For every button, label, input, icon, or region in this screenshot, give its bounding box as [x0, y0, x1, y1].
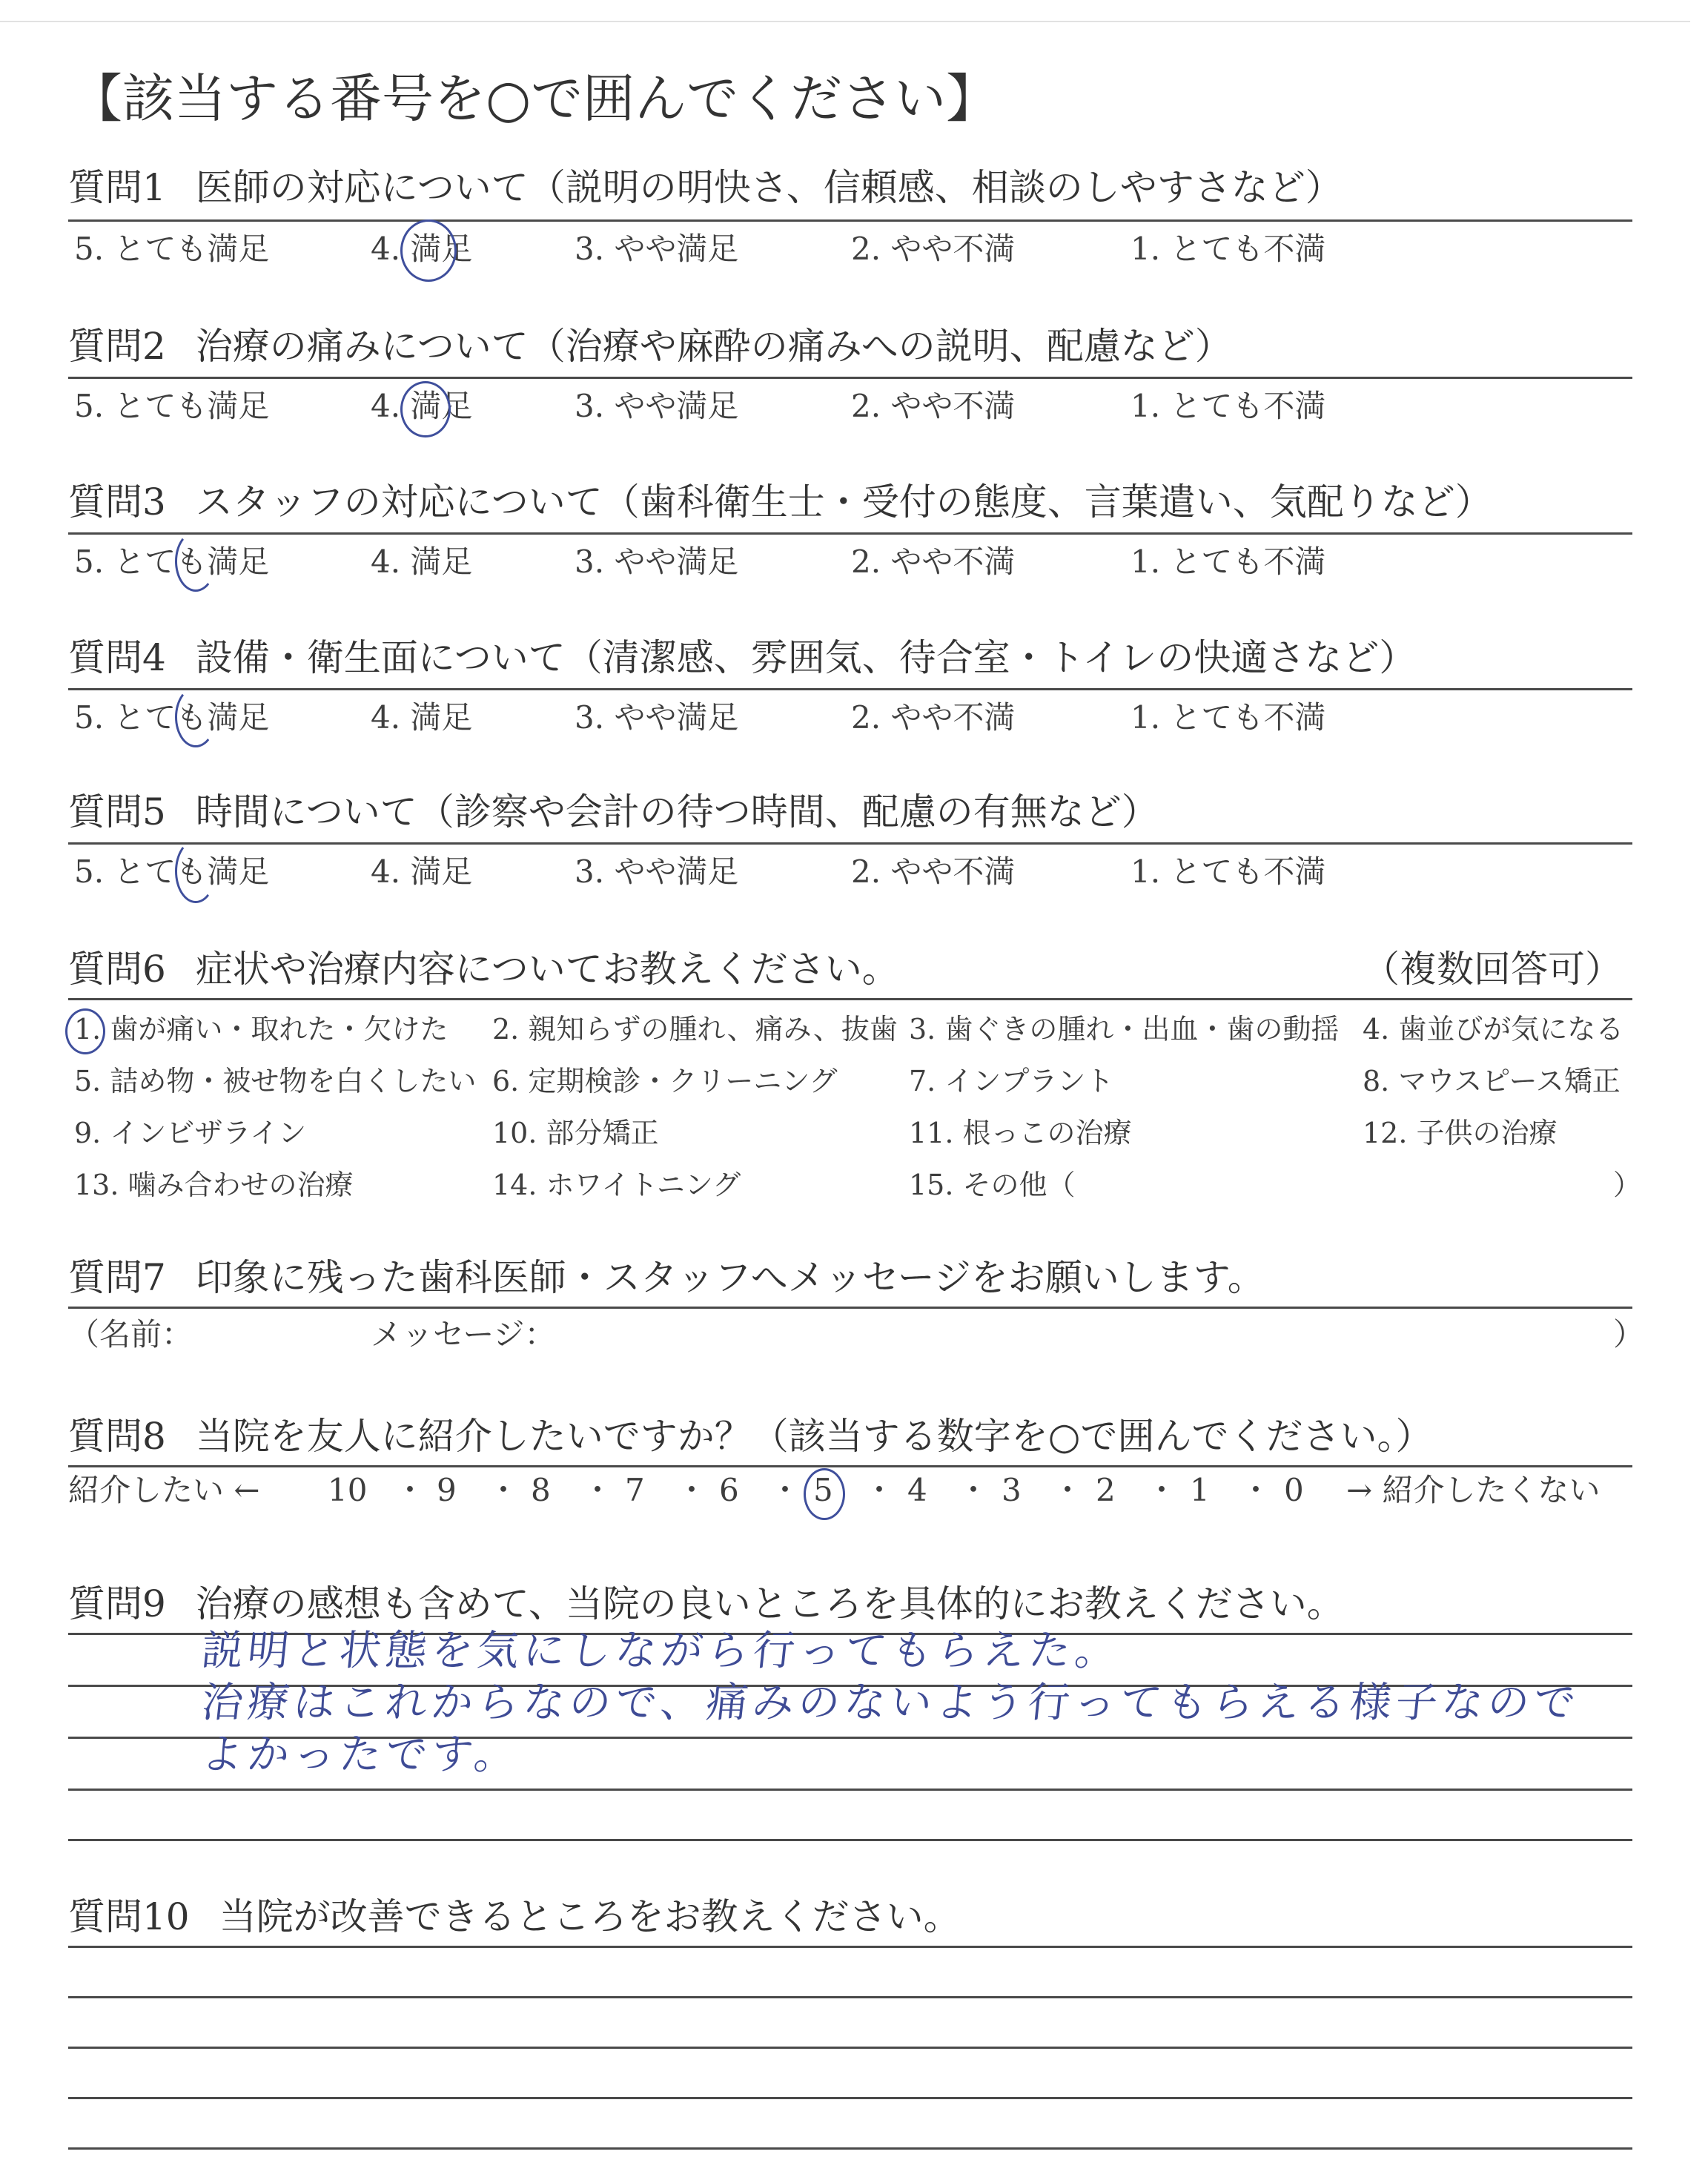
q9-handwritten-line-1: 説明と状態を気にしながら行ってもらえた。 [199, 1627, 1124, 1675]
question-4-title [68, 635, 1416, 681]
question-6-title [68, 946, 899, 992]
question-text: 当院を友人に紹介したいですか？（該当する数字を○で囲んでください。） [195, 1415, 1433, 1458]
question-text: 症状や治療内容についてお教えください。 [195, 948, 899, 991]
q1-answer-circle [400, 219, 457, 282]
q5-option-4[interactable]: 4. 満足 [371, 853, 473, 890]
instruction: 【該当する番号を○で囲んでください】 [70, 68, 999, 129]
q6-option-3[interactable]: 3. 歯ぐきの腫れ・出血・歯の動揺 [909, 1013, 1340, 1046]
q8-scale-5[interactable]: 5 [813, 1472, 833, 1508]
q3-answer-mark [175, 531, 216, 592]
question-6-rule [68, 998, 1632, 1000]
question-1-rule [68, 219, 1632, 222]
question-number: 質問7 [68, 1256, 166, 1299]
question-4-rule [68, 688, 1632, 690]
question-9-title [68, 1581, 1344, 1627]
q8-scale-sep: ・ [488, 1472, 520, 1508]
q8-scale-sep: ・ [1240, 1472, 1272, 1508]
q2-option-3[interactable]: 3. やや満足 [575, 388, 739, 424]
question-8-title [68, 1413, 1432, 1459]
q3-option-1[interactable]: 1. とても不満 [1131, 544, 1326, 580]
q10-line-4 [68, 2097, 1632, 2099]
q4-option-4[interactable]: 4. 満足 [371, 699, 473, 736]
q9-line-5 [68, 1839, 1632, 1841]
top-border [0, 21, 1690, 22]
q6-option-5[interactable]: 5. 詰め物・被せ物を白くしたい [74, 1065, 477, 1097]
q1-option-1[interactable]: 1. とても不満 [1131, 231, 1326, 267]
question-number: 質問9 [68, 1582, 166, 1625]
q5-option-3[interactable]: 3. やや満足 [575, 853, 739, 890]
question-text: 印象に残った歯科医師・スタッフへメッセージをお願いします。 [195, 1256, 1265, 1299]
question-text: 治療の痛みについて（治療や麻酔の痛みへの説明、配慮など） [195, 325, 1232, 368]
q3-option-2[interactable]: 2. やや不満 [851, 544, 1016, 580]
q8-scale-1[interactable]: 1 [1190, 1472, 1210, 1508]
q6-option-8[interactable]: 8. マウスピース矯正 [1363, 1065, 1621, 1097]
q1-option-4[interactable]: 4. 満足 [371, 231, 473, 267]
question-number: 質問8 [68, 1415, 166, 1458]
q8-left-label: 紹介したい ← [68, 1472, 260, 1508]
question-7-rule [68, 1307, 1632, 1309]
q10-line-1 [68, 1946, 1632, 1948]
q8-scale-row [68, 1471, 1632, 1513]
q1-option-5[interactable]: 5. とても満足 [74, 231, 270, 267]
q8-scale-7[interactable]: 7 [625, 1472, 645, 1508]
q6-option-2[interactable]: 2. 親知らずの腫れ、痛み、抜歯 [492, 1013, 898, 1046]
question-5-title [68, 789, 1159, 835]
question-text: 医師の対応について（説明の明快さ、信頼感、相談のしやすさなど） [195, 166, 1343, 209]
q10-line-2 [68, 1996, 1632, 1998]
q8-answer-circle [804, 1468, 845, 1520]
q8-scale-4[interactable]: 4 [907, 1472, 927, 1508]
q10-line-3 [68, 2047, 1632, 2049]
question-number: 質問1 [68, 166, 166, 209]
q8-scale-6[interactable]: 6 [719, 1472, 739, 1508]
question-text: 設備・衛生面について（清潔感、雰囲気、待合室・トイレの快適さなど） [195, 636, 1417, 679]
q4-option-5[interactable]: 5. とても満足 [74, 699, 270, 736]
q6-option-7[interactable]: 7. インプラント [909, 1065, 1114, 1097]
q4-option-3[interactable]: 3. やや満足 [575, 699, 739, 736]
q8-scale-sep: ・ [394, 1472, 426, 1508]
q1-option-3[interactable]: 3. やや満足 [575, 231, 739, 267]
q6-option-14[interactable]: 14. ホワイトニング [492, 1169, 741, 1201]
question-text: 時間について（診察や会計の待つ時間、配慮の有無など） [195, 790, 1159, 833]
q8-scale-2[interactable]: 2 [1096, 1472, 1116, 1508]
q6-other-close: ） [1613, 1169, 1642, 1201]
question-8-rule [68, 1465, 1632, 1467]
q3-option-5[interactable]: 5. とても満足 [74, 544, 270, 580]
q8-right-label: → 紹介したくない [1346, 1472, 1601, 1508]
question-3-title [68, 479, 1492, 525]
q4-option-2[interactable]: 2. やや不満 [851, 699, 1016, 736]
q5-option-1[interactable]: 1. とても不満 [1131, 853, 1326, 890]
q2-option-1[interactable]: 1. とても不満 [1131, 388, 1326, 424]
q5-option-5[interactable]: 5. とても満足 [74, 853, 270, 890]
question-text: スタッフの対応について（歯科衛生士・受付の態度、言葉遣い、気配りなど） [195, 480, 1492, 524]
q3-option-4[interactable]: 4. 満足 [371, 544, 473, 580]
question-6-note: （複数回答可） [1363, 948, 1622, 991]
q8-scale-3[interactable]: 3 [1002, 1472, 1022, 1508]
q4-option-1[interactable]: 1. とても不満 [1131, 699, 1326, 736]
q3-option-3[interactable]: 3. やや満足 [575, 544, 739, 580]
q9-line-4 [68, 1789, 1632, 1791]
q9-handwritten-line-3: よかったです。 [199, 1731, 523, 1779]
question-number: 質問3 [68, 480, 166, 524]
q6-option-1[interactable]: 1. 歯が痛い・取れた・欠けた [74, 1013, 448, 1046]
question-text: 治療の感想も含めて、当院の良いところを具体的にお教えください。 [195, 1582, 1344, 1625]
q8-scale-sep: ・ [864, 1472, 896, 1508]
q8-scale-8[interactable]: 8 [531, 1472, 551, 1508]
q2-option-2[interactable]: 2. やや不満 [851, 388, 1016, 424]
q7-close: ） [1613, 1316, 1645, 1353]
q1-option-2[interactable]: 2. やや不満 [851, 231, 1016, 267]
question-number: 質問6 [68, 948, 166, 991]
q7-message-label: メッセージ： [371, 1316, 556, 1353]
q6-option-4[interactable]: 4. 歯並びが気になる [1363, 1013, 1624, 1046]
question-2-title [68, 323, 1232, 369]
question-7-title [68, 1255, 1265, 1301]
q2-answer-circle [400, 381, 451, 437]
question-2-rule [68, 377, 1632, 379]
question-number: 質問4 [68, 636, 166, 679]
question-10-title [68, 1894, 961, 1940]
q4-answer-mark [175, 687, 216, 747]
q8-scale-sep: ・ [958, 1472, 990, 1508]
q6-option-13[interactable]: 13. 噛み合わせの治療 [74, 1169, 354, 1201]
question-1-title [68, 165, 1343, 211]
q2-option-4[interactable]: 4. 満足 [371, 388, 473, 424]
q8-scale-10[interactable]: 10 [328, 1472, 368, 1508]
question-number: 質問10 [68, 1895, 190, 1938]
q8-scale-sep: ・ [1052, 1472, 1084, 1508]
question-number: 質問5 [68, 790, 166, 833]
q5-option-2[interactable]: 2. やや不満 [851, 853, 1016, 890]
q8-scale-sep: ・ [582, 1472, 614, 1508]
question-text: 当院が改善できるところをお教えください。 [219, 1895, 961, 1938]
q7-name-label: （名前： [68, 1316, 193, 1353]
q8-scale-0[interactable]: 0 [1284, 1472, 1304, 1508]
q10-line-5 [68, 2147, 1632, 2150]
q6-option-11[interactable]: 11. 根っこの治療 [909, 1117, 1132, 1149]
q6-option-9[interactable]: 9. インビザライン [74, 1117, 307, 1149]
question-number: 質問2 [68, 325, 166, 368]
q8-scale-9[interactable]: 9 [437, 1472, 457, 1508]
q2-option-5[interactable]: 5. とても満足 [74, 388, 270, 424]
q5-answer-mark [175, 839, 216, 903]
q8-scale-sep: ・ [676, 1472, 708, 1508]
q8-scale-sep: ・ [1146, 1472, 1178, 1508]
q6-option-12[interactable]: 12. 子供の治療 [1363, 1117, 1558, 1149]
q9-handwritten-line-2: 治療はこれからなので、痛みのないよう行ってもらえる様子なので [199, 1679, 1583, 1727]
q6-option-10[interactable]: 10. 部分矯正 [492, 1117, 659, 1149]
question-5-rule [68, 842, 1632, 845]
q6-option-6[interactable]: 6. 定期検診・クリーニング [492, 1065, 838, 1097]
q6-option-15[interactable]: 15. その他（ [909, 1169, 1076, 1201]
q6-answer-circle [65, 1008, 105, 1054]
q8-scale-sep: ・ [769, 1472, 801, 1508]
question-3-rule [68, 532, 1632, 535]
